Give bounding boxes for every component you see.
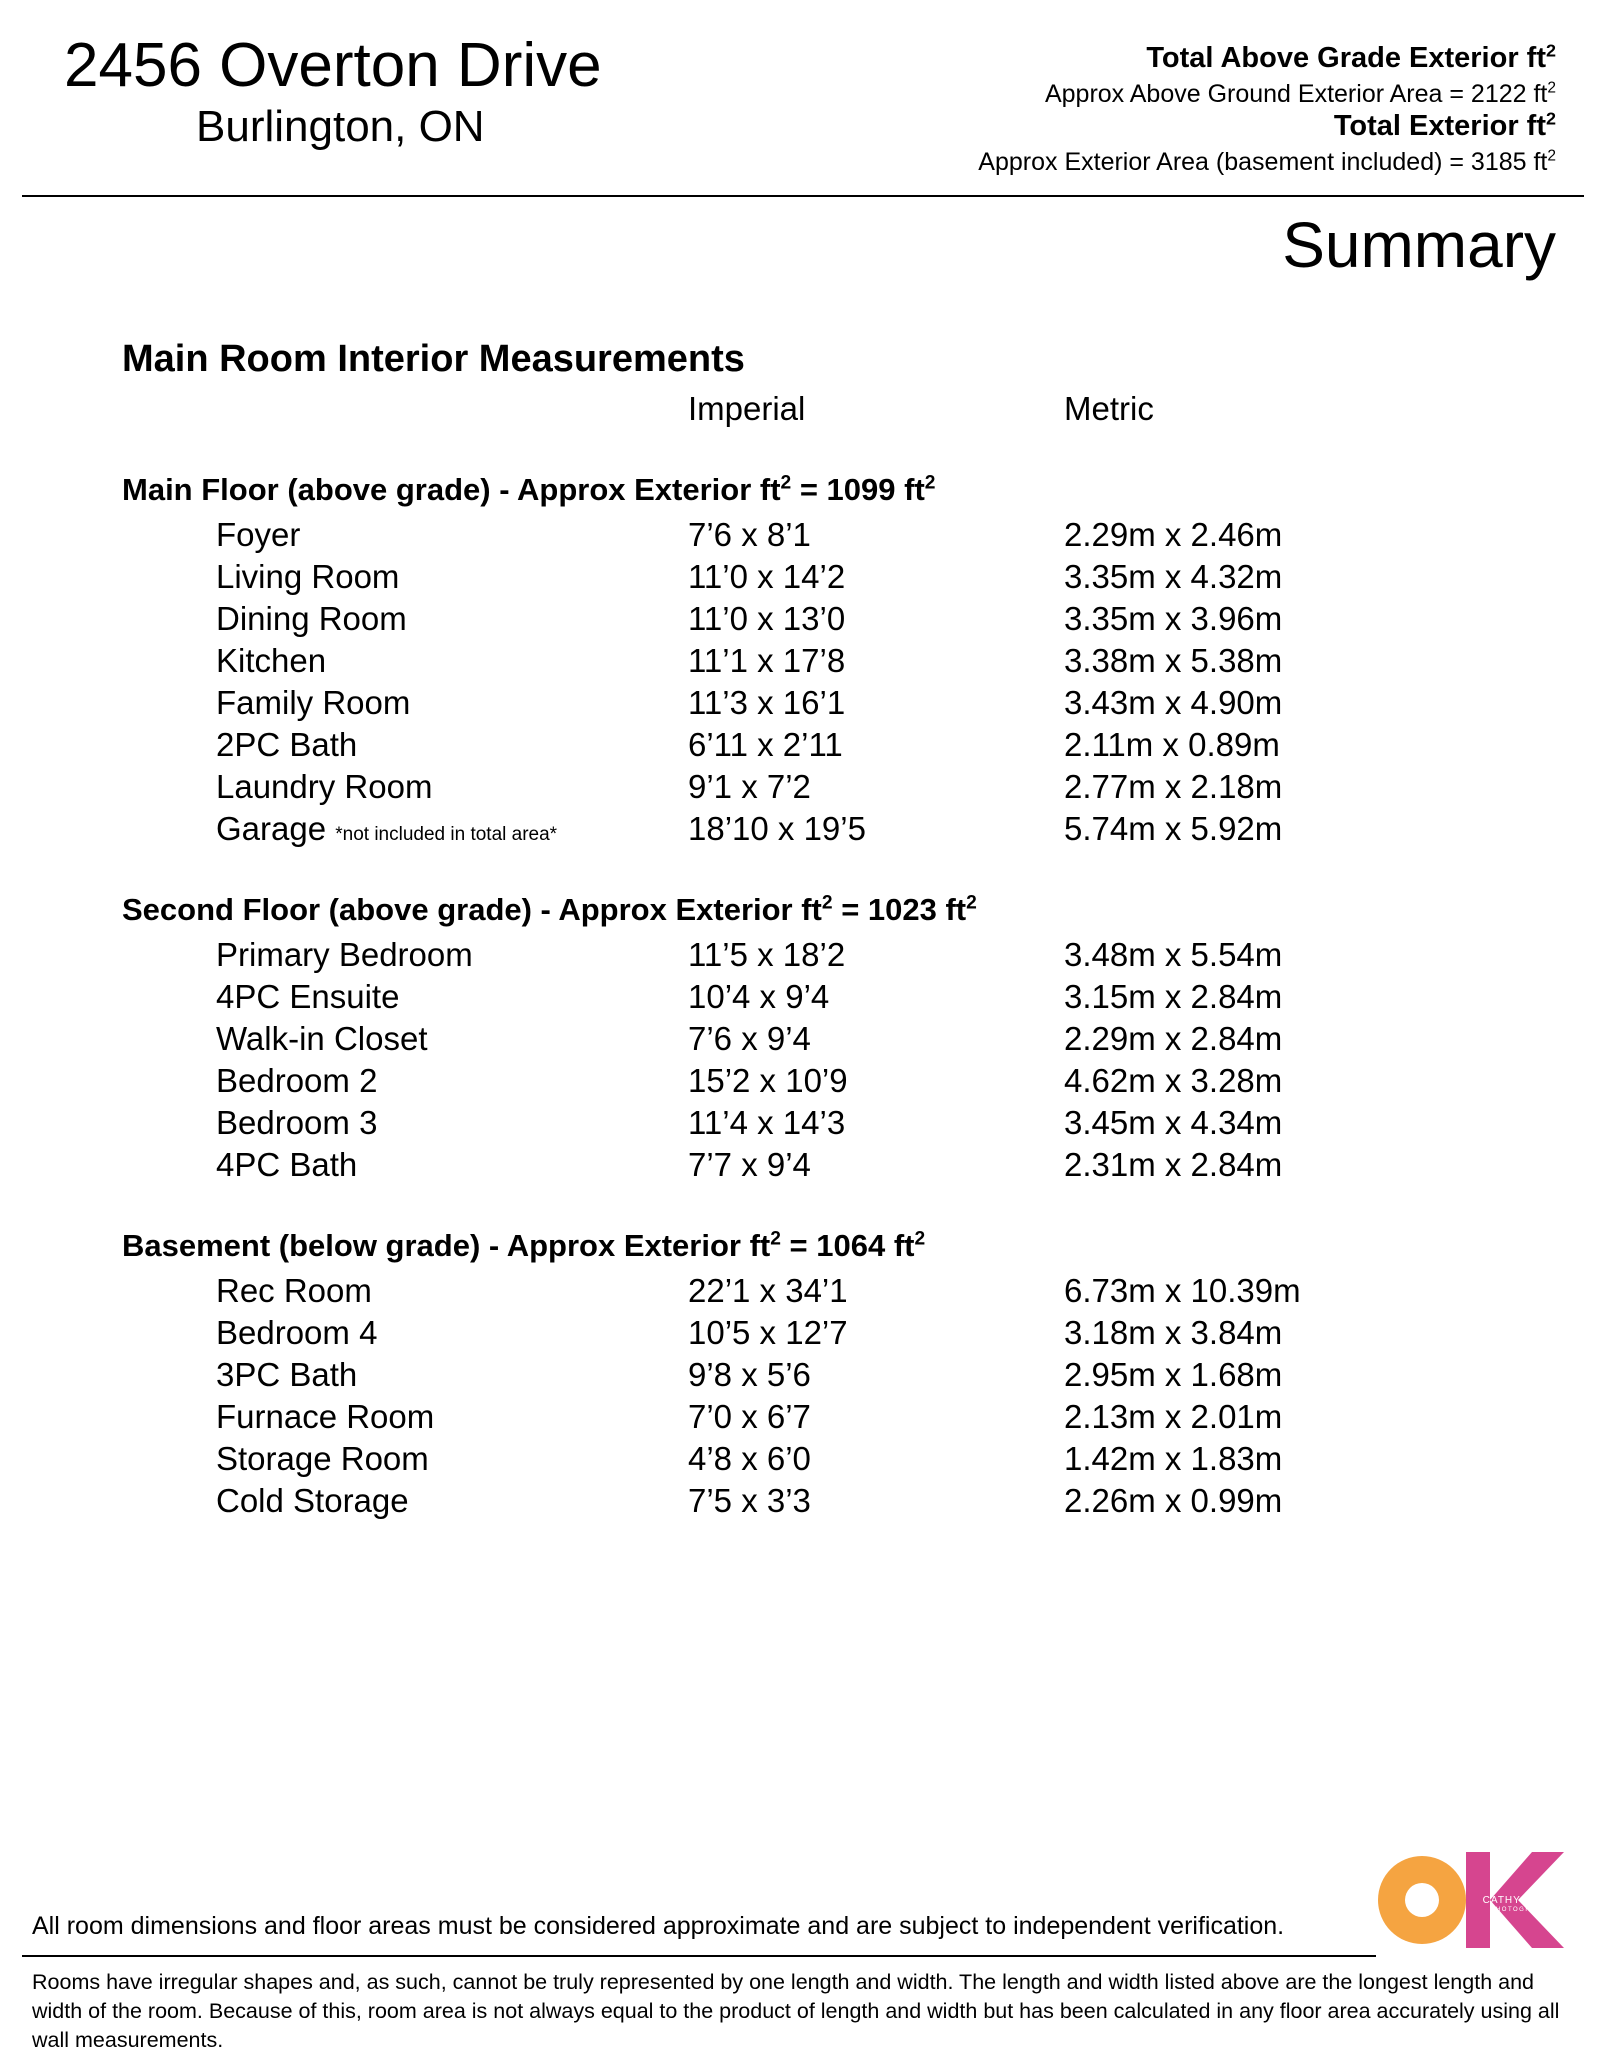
summary-title: Summary: [1282, 209, 1556, 281]
room-imperial: 7’6 x 9’4: [688, 1020, 811, 1057]
logo-text-name: CATHY KOOP: [1482, 1895, 1558, 1906]
room-metric: 3.15m x 2.84m: [1064, 978, 1283, 1015]
footer-divider: [22, 1955, 1376, 1957]
room-name: Bedroom 3: [216, 1104, 378, 1141]
total-above-grade-label: Total Above Grade Exterior $ft^2$: [1146, 40, 1556, 74]
room-imperial: 11’1 x 17’8: [688, 642, 846, 679]
room-metric: 2.95m x 1.68m: [1064, 1356, 1283, 1393]
imperial-column-header: Imperial: [688, 390, 806, 427]
room-metric: 4.62m x 3.28m: [1064, 1062, 1283, 1099]
logo-k-upper-arm: [1490, 1852, 1564, 1900]
above-ground-area: Approx Above Ground Exterior Area = 2122 $ft^2$: [1044, 79, 1556, 108]
room-name: Walk-in Closet: [216, 1020, 428, 1057]
room-metric: 2.29m x 2.46m: [1064, 516, 1283, 553]
metric-column-header: Metric: [1064, 390, 1154, 427]
room-imperial: 10’4 x 9’4: [688, 978, 830, 1015]
room-imperial: 9’8 x 5’6: [688, 1356, 811, 1393]
room-imperial: 11’5 x 18’2: [688, 936, 846, 973]
section-title-basement: Basement (below grade) - Approx Exterior $ft^2 = 1064$ $ft^2$: [122, 1228, 926, 1263]
room-metric: 5.74m x 5.92m: [1064, 810, 1283, 847]
room-name-with-note: [216, 808, 557, 850]
room-name: Storage Room: [216, 1440, 429, 1477]
room-name: Kitchen: [216, 642, 327, 679]
room-imperial: 18’10 x 19’5: [688, 810, 866, 847]
room-name: Laundry Room: [216, 768, 433, 805]
room-metric: 2.29m x 2.84m: [1064, 1020, 1283, 1057]
room-name: Rec Room: [216, 1272, 372, 1309]
approximate-disclaimer: All room dimensions and floor areas must be considered approximate and are subject to independent verification.: [32, 1912, 1285, 1940]
cathy-koop-logo: [1372, 1846, 1572, 1954]
room-metric: 2.26m x 0.99m: [1064, 1482, 1283, 1519]
room-imperial: 11’4 x 14’3: [688, 1104, 846, 1141]
room-imperial: 11’3 x 16’1: [688, 684, 846, 721]
room-metric: 2.13m x 2.01m: [1064, 1398, 1283, 1435]
room-name: 3PC Bath: [216, 1356, 358, 1393]
room-metric: 2.31m x 2.84m: [1064, 1146, 1283, 1183]
logo-o-hole: [1405, 1883, 1439, 1917]
room-metric: 2.77m x 2.18m: [1064, 768, 1283, 805]
room-name: 2PC Bath: [216, 726, 358, 763]
section-title-second-floor: Second Floor (above grade) - Approx Exterior $ft^2 = 1023$ $ft^2$: [122, 892, 977, 927]
room-metric: 3.38m x 5.38m: [1064, 642, 1283, 679]
exterior-area: Approx Exterior Area (basement included) = 3185 $ft^2$: [978, 147, 1556, 176]
room-metric: 6.73m x 10.39m: [1064, 1272, 1301, 1309]
room-imperial: 7’5 x 3’3: [688, 1482, 811, 1519]
room-name: Cold Storage: [216, 1482, 409, 1519]
room-imperial: 15’2 x 10’9: [688, 1062, 848, 1099]
irregular-shape-note: Rooms have irregular shapes and, as such, cannot be truly represented by one length and width. The length and width listed above are the longest length and width of the room. Because of this, room area is not always equal to the product of length and width but has been calculated in any floor area accurately using all wall measurements.: [32, 1970, 1560, 2052]
room-name: Primary Bedroom: [216, 936, 473, 973]
room-metric: 3.18m x 3.84m: [1064, 1314, 1283, 1351]
room-name: Family Room: [216, 684, 411, 721]
room-note: *not included in total area*: [335, 824, 558, 845]
header-divider: [22, 195, 1584, 197]
logo-text-photography: PHOTOGRAPHY: [1490, 1907, 1554, 1913]
room-imperial: 7’0 x 6’7: [688, 1398, 811, 1435]
room-metric: 3.45m x 4.34m: [1064, 1104, 1283, 1141]
room-name: 4PC Bath: [216, 1146, 358, 1183]
room-imperial: 10’5 x 12’7: [688, 1314, 848, 1351]
room-name: Furnace Room: [216, 1398, 435, 1435]
address-line-1: 2456 Overton Drive: [64, 31, 602, 100]
room-name: Bedroom 4: [216, 1314, 378, 1351]
room-imperial: 22’1 x 34’1: [688, 1272, 848, 1309]
section-title-main-floor: Main Floor (above grade) - Approx Exterior $ft^2 = 1099$ $ft^2$: [122, 472, 936, 507]
room-name: Living Room: [216, 558, 400, 595]
room-imperial: 4’8 x 6’0: [688, 1440, 811, 1477]
room-imperial: 11’0 x 13’0: [688, 600, 846, 637]
room-imperial: 11’0 x 14’2: [688, 558, 846, 595]
room-metric: 1.42m x 1.83m: [1064, 1440, 1283, 1477]
room-name: Garage: [216, 810, 327, 847]
room-imperial: 6’11 x 2’11: [688, 726, 843, 763]
room-metric: 3.35m x 3.96m: [1064, 600, 1283, 637]
room-imperial: 9’1 x 7’2: [688, 768, 811, 805]
room-imperial: 7’7 x 9’4: [688, 1146, 811, 1183]
room-imperial: 7’6 x 8’1: [688, 516, 811, 553]
room-name: 4PC Ensuite: [216, 978, 400, 1015]
total-exterior-label: Total Exterior $ft^2$: [1333, 108, 1556, 142]
room-metric: 3.43m x 4.90m: [1064, 684, 1283, 721]
measurements-heading: Main Room Interior Measurements: [122, 338, 745, 380]
address-line-2: Burlington, ON: [196, 102, 485, 151]
room-name: Foyer: [216, 516, 301, 553]
room-name: Bedroom 2: [216, 1062, 378, 1099]
room-name: Dining Room: [216, 600, 407, 637]
room-metric: 2.11m x 0.89m: [1064, 726, 1280, 763]
room-metric: 3.48m x 5.54m: [1064, 936, 1283, 973]
room-metric: 3.35m x 4.32m: [1064, 558, 1283, 595]
